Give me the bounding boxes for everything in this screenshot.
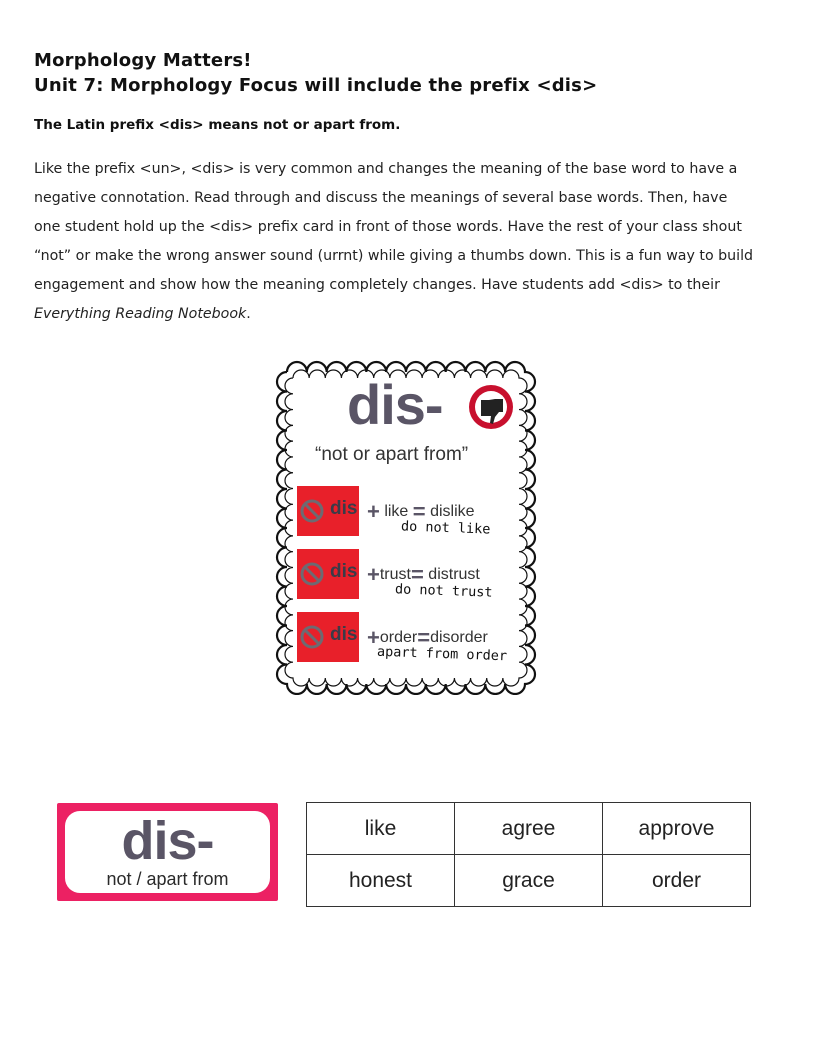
chart-heading: dis- xyxy=(347,373,443,436)
prohibited-icon xyxy=(300,562,324,586)
table-row xyxy=(307,803,751,855)
chart-row xyxy=(297,549,527,604)
result-word: distrust xyxy=(428,566,480,583)
equation: + like = dislike xyxy=(367,499,475,524)
prefix-card-prefix: dis- xyxy=(121,811,214,871)
prefix-card xyxy=(57,803,278,901)
title-line-2: Unit 7: Morphology Focus will include the prefix <dis> xyxy=(34,75,598,96)
equation: +trust= distrust xyxy=(367,562,480,587)
prefix-label: dis xyxy=(330,561,358,582)
prohibited-icon xyxy=(300,499,324,523)
row-meaning: do not trust xyxy=(394,581,493,601)
prefix-label: dis xyxy=(330,498,358,519)
base-word: trust xyxy=(379,566,411,583)
table-cell: honest xyxy=(307,855,455,907)
result-word: dislike xyxy=(430,503,475,520)
prefix-box xyxy=(297,549,359,599)
base-word-table xyxy=(306,802,751,907)
notebook-title: Everything Reading Notebook xyxy=(34,306,247,322)
instruction-paragraph xyxy=(34,155,754,329)
table-cell: like xyxy=(307,803,455,855)
prefix-card-meaning: not / apart from xyxy=(106,869,229,889)
subtitle: The Latin prefix <dis> means not or apart from. xyxy=(34,117,401,133)
chart-row xyxy=(297,612,527,667)
result-word: disorder xyxy=(430,629,488,646)
paragraph-end: . xyxy=(246,306,251,322)
table-row xyxy=(307,855,751,907)
page-title xyxy=(34,48,597,98)
base-word: order xyxy=(379,629,418,646)
row-meaning: apart from order xyxy=(376,643,508,665)
table-cell: grace xyxy=(455,855,603,907)
base-word: like xyxy=(384,503,409,520)
prefix-box xyxy=(297,486,359,536)
prefix-box xyxy=(297,612,359,662)
row-meaning: do not like xyxy=(400,518,491,538)
table-cell: agree xyxy=(455,803,603,855)
anchor-chart xyxy=(275,360,537,695)
equation: +order=disorder xyxy=(367,625,488,650)
table-cell: order xyxy=(603,855,751,907)
chart-meaning: “not or apart from” xyxy=(315,444,469,465)
chart-row xyxy=(297,486,527,541)
prohibited-icon xyxy=(300,625,324,649)
prefix-card-inner xyxy=(65,811,270,893)
table-cell: approve xyxy=(603,803,751,855)
prefix-label: dis xyxy=(330,624,358,645)
title-line-1: Morphology Matters! xyxy=(34,50,252,71)
paragraph-text: Like the prefix <un>, <dis> is very common and changes the meaning of the base word to have a negative connotation. Read through and discuss the meanings of several base words. Then, have one student hold up the <dis> prefix card in front of those words. Have the rest of your class shout “not” or make the wrong answer sound (urrnt) while giving a thumbs down. This is a fun way to build engagement and show how the meaning completely changes. Have students add <dis> to their xyxy=(34,161,754,293)
thumbs-down-icon xyxy=(468,384,514,430)
